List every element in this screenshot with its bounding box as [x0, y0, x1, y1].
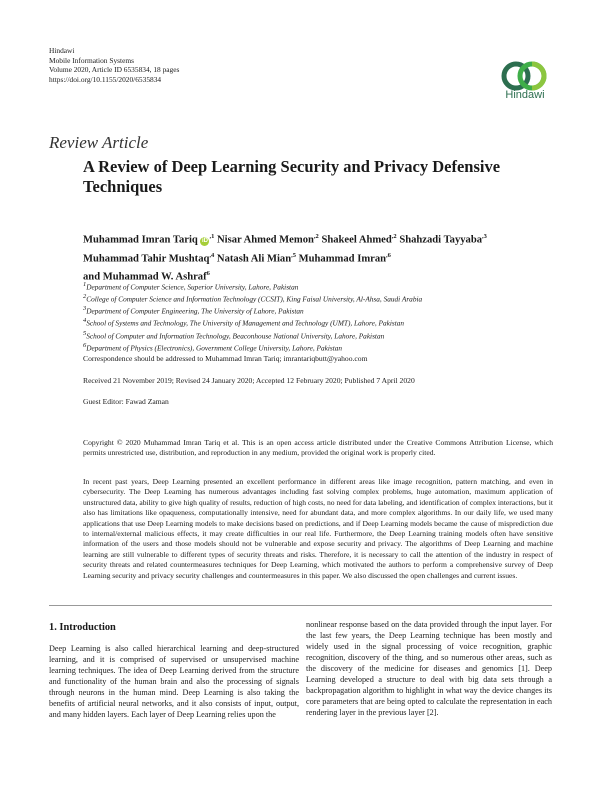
- orcid-icon[interactable]: iD: [201, 237, 208, 244]
- author-name[interactable]: Muhammad Tahir Mushtaq: [83, 253, 210, 265]
- correspondence: Correspondence should be addressed to Muhammad Imran Tariq; imrantariqbutt@yahoo.com: [83, 354, 368, 363]
- affiliation-item: $^6$Department of Physics (Electronics), Government College University, Lahore, Pakistan: [83, 341, 343, 353]
- section-number: 1.: [49, 622, 57, 633]
- section-heading: [49, 622, 116, 633]
- abstract: In recent past years, Deep Learning presented an excellent performance in different areas like image recognition, pattern matching, and even in cybersecurity. The Deep Learning has numerous advantages including fast solving complex problems, huge automation, maximum application of unstructured data, ability to give high quality of results, reduction of high costs, no need for data labeling, and identification of complex interactions, but it also has limitations like opaqueness, computationally intensive, need for abundant data, and more complex algorithms. In our daily life, we used many applications that use Deep Learning models to make decisions based on predictions, and if Deep Learning models became the cause of misprediction due to internal/external malicious effects, it may create difficulties in our real life. Furthermore, the Deep Learning training models often have sensitive information of the users and those models should not be vulnerable and expose security and privacy. The algorithms of Deep Learning and machine learning are still vulnerable to different types of security threats and risks. Therefore, it is necessary to call the attention of the industry in respect of security threats and related countermeasures techniques for Deep Learning, which motivated the authors to perform a comprehensive survey of Deep Learning security and privacy security challenges and countermeasures in this paper. We also discussed the open challenges and current issues.: [83, 477, 553, 580]
- author-affiliation: 2: [393, 233, 397, 240]
- affiliation-item: $^3$Department of Computer Engineering, The University of Lahore, Pakistan: [83, 305, 304, 316]
- author-affiliation: 3: [483, 233, 487, 240]
- body-column-right: nonlinear response based on the data provided through the input layer. For the last few years, the Deep Learning technique has been mostly and widely used in the signal processing of voice recognition, graphic recognition, discovery of the thing, and so numerous other areas, such as the discovery of the medicine for diseases and genomics [1]. Deep Learning developed a structure to deal with big data sets through a backpropagation algorithm to highlight in what way the device changes its core parameters that are being opted to calculate the representation in each rendering layer in the previous layer [2].: [306, 620, 552, 718]
- affiliation-item: $^4$School of Systems and Technology, The University of Management and Technology (UMT), Lahore, Pakistan: [83, 317, 405, 328]
- author-name[interactable]: Muhammad W. Ashraf: [102, 271, 207, 283]
- journal-name: Mobile Information Systems: [49, 55, 134, 65]
- affiliation-item: $^5$School of Computer and Information Technology, Beaconhouse National University, Lahore, Pakistan: [83, 329, 385, 340]
- author-list: Muhammad Imran Tariq $iD^{,1}$ Nisar Ahmed Memon$^{,2}$ Shakeel Ahmed$^{,2}$ Shahzadi Tayyaba$^{,3}$ Muhammad Tahir Mushtaq$^{,4}$ Natash Ali Mian$^{,5}$ Muhammad Imran$^{,6}$ and Muhammad W. Ashraf$^6$: [83, 233, 487, 283]
- affiliation-list: [83, 280, 563, 353]
- section-title: Introduction: [59, 622, 116, 633]
- doi-link[interactable]: https://doi.org/10.1155/2020/6535834: [49, 74, 162, 84]
- volume-info: Volume 2020, Article ID 6535834, 18 pages: [49, 65, 180, 75]
- affiliation-item: $^2$College of Computer Science and Information Technology (CCSIT), King Faisal University, Al-Ahsa, Saudi Arabia: [83, 293, 423, 304]
- author-name[interactable]: Shakeel Ahmed: [321, 234, 392, 246]
- publisher-name: Hindawi: [49, 46, 75, 55]
- author-name[interactable]: Muhammad Imran: [298, 253, 387, 265]
- publication-dates: Received 21 November 2019; Revised 24 January 2020; Accepted 12 February 2020; Published 7 April 2020: [83, 376, 415, 385]
- author-affiliation: 1: [211, 233, 215, 240]
- article-type: Review Article: [49, 133, 149, 152]
- body-column-left: Deep Learning is also called hierarchical learning and deep-structured learning, and it is comprised of supervised or unsupervised machine learning techniques. The idea of Deep Learning derived from the structure and functionality of the human brain and also the processing of signals through neurons in the human mind. Deep Learning is also taking the benefits of artificial neural networks, and it also consists of input, output, and many hidden layers. Each layer of Deep Learning relies upon the: [49, 644, 299, 720]
- logo-wordmark: Hindawi: [505, 89, 545, 101]
- copyright-notice: Copyright © 2020 Muhammad Imran Tariq et al. This is an open access article distributed under the Creative Commons Attribution License, which permits unrestricted use, distribution, and reproduction in any medium, provided the original work is properly cited.: [83, 438, 553, 458]
- affiliation-item: $^1$Department of Computer Science, Superior University, Lahore, Pakistan: [83, 281, 299, 292]
- divider: [49, 605, 552, 606]
- author-affiliation: 2: [315, 233, 319, 240]
- guest-editor: Guest Editor: Fawad Zaman: [83, 397, 169, 406]
- author-name[interactable]: Nisar Ahmed Memon: [216, 234, 314, 246]
- page-title: A Review of Deep Learning Security and Privacy Defensive Techniques: [83, 157, 501, 196]
- author-affiliation: 4: [211, 251, 215, 259]
- author-affiliation: 5: [292, 251, 296, 259]
- author-affiliation: 6: [206, 270, 210, 278]
- author-name[interactable]: Shahzadi Tayyaba: [399, 234, 483, 246]
- author-name[interactable]: Natash Ali Mian: [216, 253, 292, 265]
- journal-metadata: [49, 46, 179, 84]
- author-name[interactable]: Muhammad Imran Tariq: [83, 234, 198, 246]
- author-affiliation: 6: [387, 251, 391, 259]
